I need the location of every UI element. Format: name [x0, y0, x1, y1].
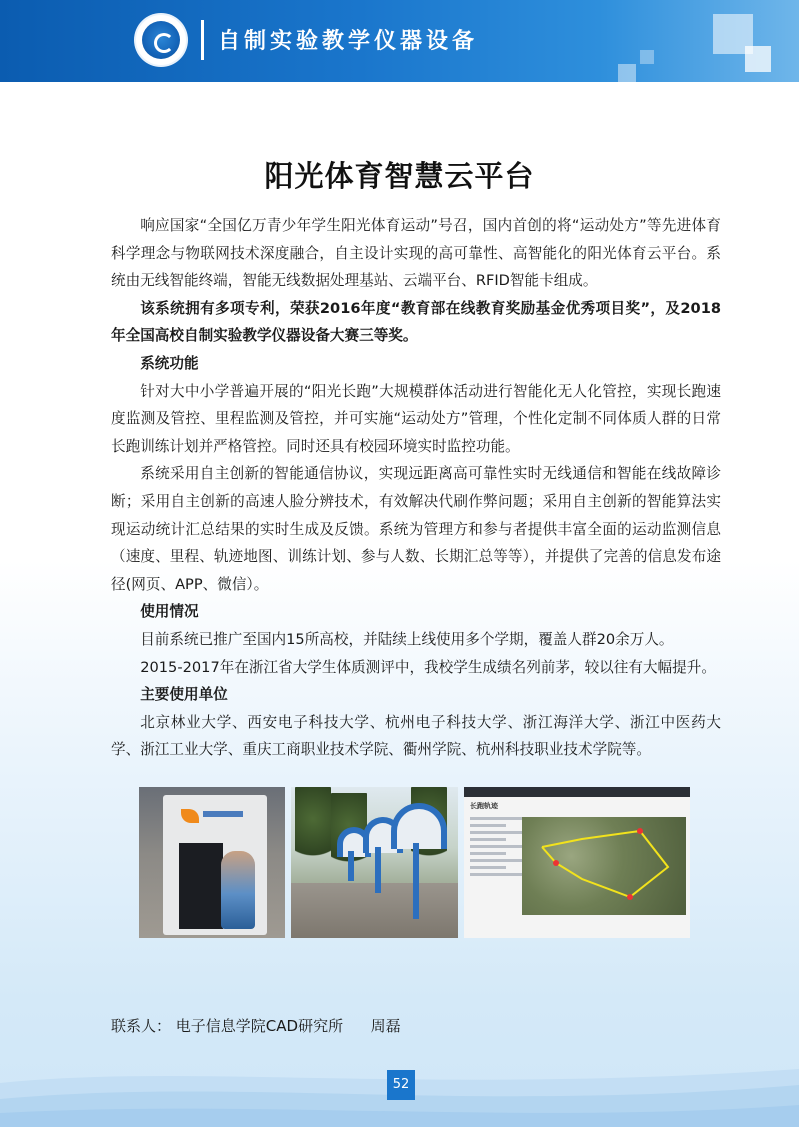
logo-emblem	[142, 21, 180, 59]
kiosk-panel	[163, 795, 267, 935]
station-pole	[375, 847, 381, 893]
header-banner	[0, 0, 799, 82]
station-pole	[413, 843, 419, 919]
university-logo	[136, 15, 186, 65]
photo-kiosk-terminal	[139, 787, 285, 938]
kiosk-screen	[179, 843, 223, 929]
contact-label: 联系人：	[111, 1017, 172, 1035]
map-marker-icon	[627, 894, 633, 900]
paragraph: 该系统拥有多项专利，荣获2016年度“教育部在线教育奖励基金优秀项目奖”，及2018年全国高校自制实验教学仪器设备大赛三等奖。	[111, 299, 721, 345]
article-body	[111, 212, 721, 764]
satellite-map	[522, 817, 686, 915]
section-heading: 使用情况	[140, 603, 199, 621]
contact-unit: 电子信息学院CAD研究所	[175, 1017, 344, 1035]
web-record-list	[470, 817, 522, 880]
paragraph: 2015-2017年在浙江省大学生体质测评中，我校学生成绩名列前茅，较以往有大幅提升。	[140, 658, 716, 676]
photo-web-track-map	[464, 787, 690, 938]
map-marker-icon	[637, 828, 643, 834]
kiosk-label-bar	[203, 811, 243, 817]
track-route	[522, 817, 686, 915]
web-page-title: 长跑轨迹	[470, 802, 498, 810]
page-title: 阳光体育智慧云平台	[264, 159, 535, 193]
map-marker-icon	[553, 860, 559, 866]
page-number: 52	[387, 1070, 415, 1100]
web-navbar	[464, 787, 690, 797]
runner-figure	[221, 851, 255, 929]
decor-square	[745, 46, 771, 72]
paragraph: 针对大中小学普遍开展的“阳光长跑”大规模群体活动进行智能化无人化管控，实现长跑速度监测及管控、里程监测及管控，并可实施“运动处方”管理，个性化定制不同体质人群的日常长跑训练计划并严格管控。同时还具有校园环境实时监控功能。	[111, 382, 721, 455]
header-divider	[201, 20, 204, 60]
section-heading: 系统功能	[140, 354, 199, 372]
paragraph: 响应国家“全国亿万青少年学生阳光体育运动”号召，国内首创的将“运动处方”等先进体育科学理念与物联网技术深度融合，自主设计实现的高可靠性、高智能化的阳光体育云平台。系统由无线智能终端，智能无线数据处理基站、云端平台、RFID智能卡组成。	[111, 217, 721, 290]
paragraph: 北京林业大学、西安电子科技大学、杭州电子科技大学、浙江海洋大学、浙江中医药大学、浙江工业大学、重庆工商职业技术学院、衢州学院、杭州科技职业技术学院等。	[111, 713, 721, 759]
photo-track-stations	[291, 787, 458, 938]
contact-line	[111, 1015, 401, 1036]
header-title: 自制实验教学仪器设备	[218, 29, 479, 54]
section-heading: 主要使用单位	[140, 686, 228, 704]
station-pole	[348, 851, 354, 881]
contact-person: 周磊	[370, 1017, 401, 1035]
decor-square	[618, 64, 636, 82]
paragraph: 系统采用自主创新的智能通信协议，实现远距离高可靠性实时无线通信和智能在线故障诊断；采用自主创新的高速人脸分辨技术，有效解决代刷作弊问题；采用自主创新的智能算法实现运动统计汇总结果的实时生成及反馈。系统为管理方和参与者提供丰富全面的运动监测信息（速度、里程、轨迹地图、训练计划、参与人数、长期汇总等等），并提供了完善的信息发布途径(网页、APP、微信）。	[111, 465, 721, 593]
kiosk-logo-icon	[181, 809, 199, 823]
tree-icon	[295, 787, 331, 867]
logo-mark-icon	[154, 33, 174, 53]
decor-square	[640, 50, 654, 64]
paragraph: 目前系统已推广至国内15所高校，并陆续上线使用多个学期，覆盖人群20余万人。	[140, 630, 674, 648]
